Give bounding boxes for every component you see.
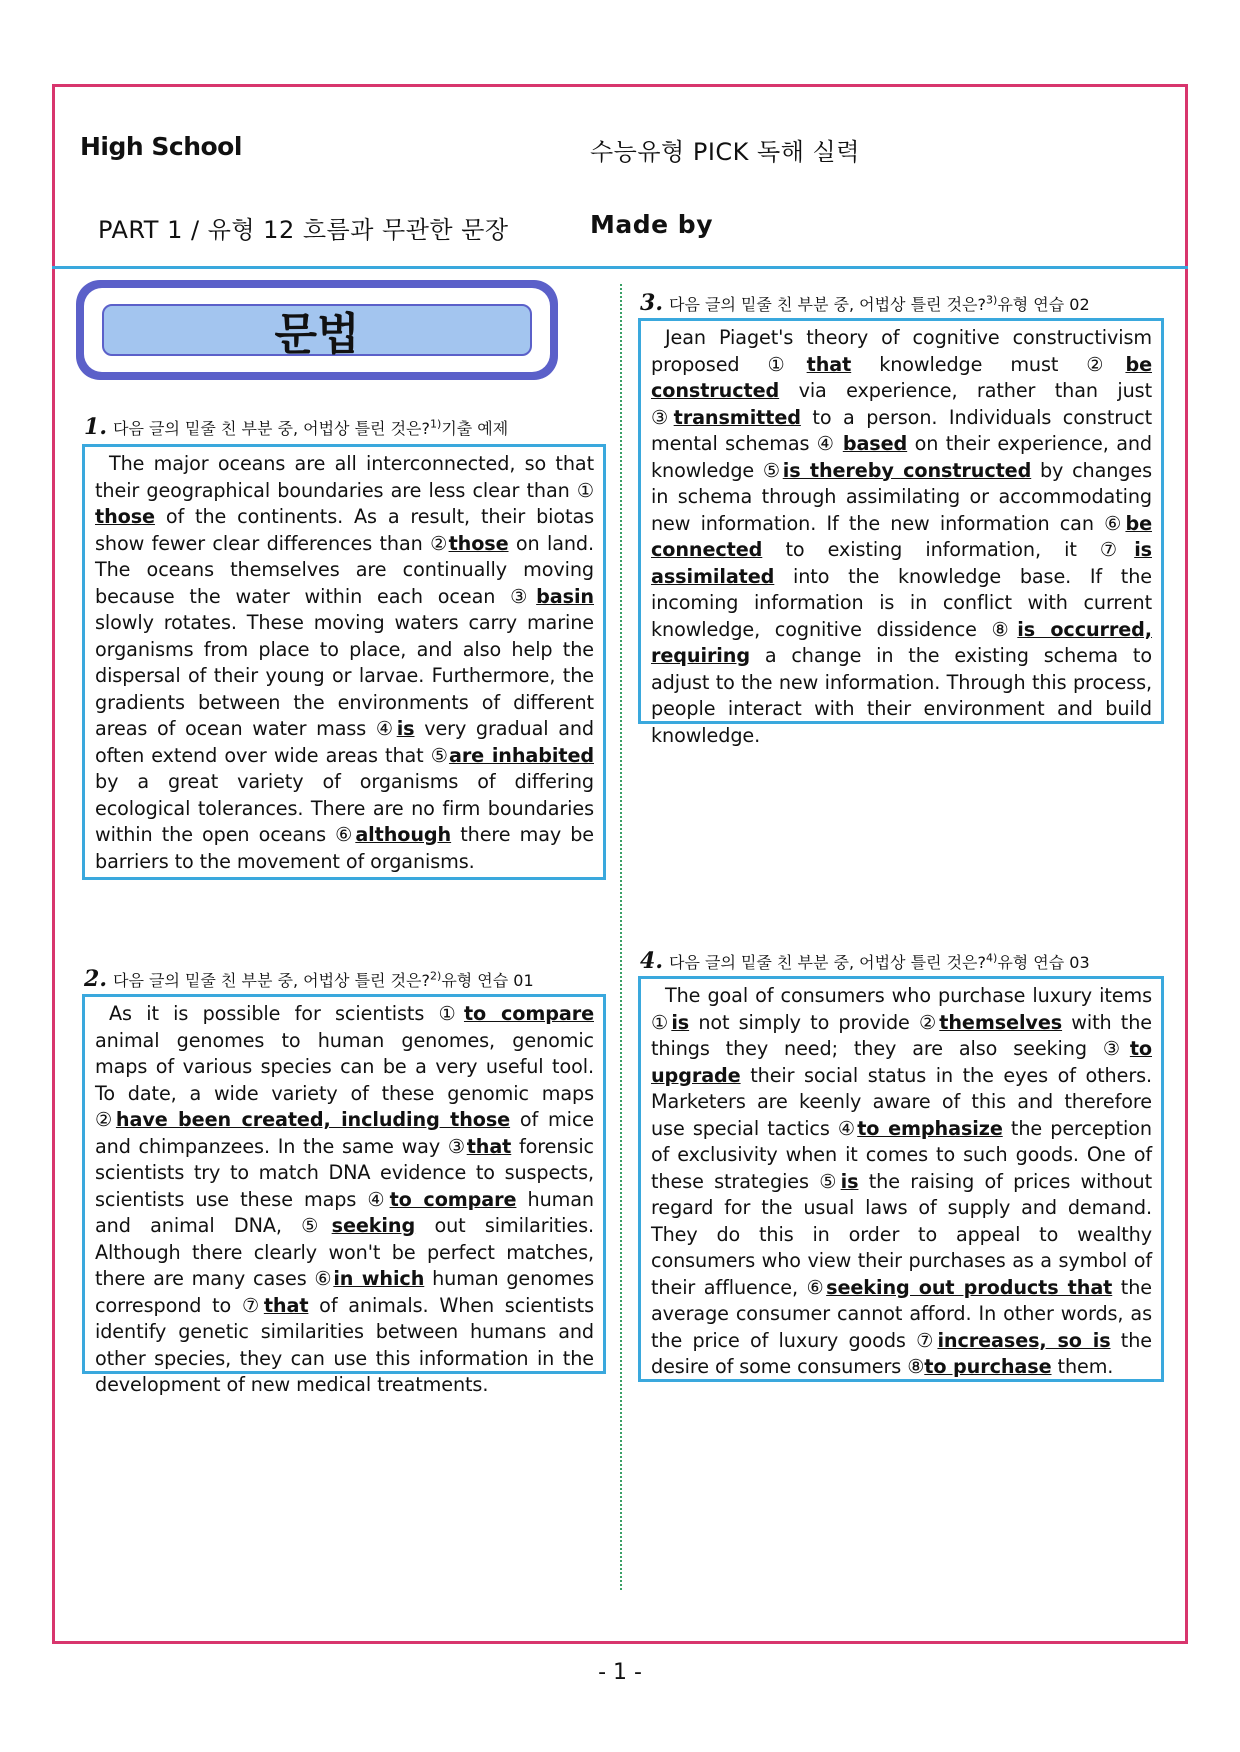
passage-text: Jean Piaget's theory of cognitive constructivism proposed ① xyxy=(651,326,1152,376)
passage-text: The major oceans are all interconnected, so that their geographical boundaries are less clear than ① xyxy=(95,452,594,502)
passage-text: the desire of some consumers ⑧ xyxy=(651,1328,1152,1378)
question-1-passage xyxy=(82,444,606,880)
passage-text: them. xyxy=(1051,1355,1114,1378)
underlined-choice: that xyxy=(263,1293,309,1317)
passage-text: to a person. Individuals construct mental schemas ④ xyxy=(651,405,1152,455)
underlined-choice: in which xyxy=(333,1267,425,1290)
underlined-choice: to emphasize xyxy=(857,1116,1003,1140)
underlined-choice: to upgrade xyxy=(651,1037,1152,1087)
question-4-passage xyxy=(638,976,1164,1382)
passage-text: the raising of prices without regard for the usual laws of supply and demand. They do this in order to appeal to wealthy consumers who view their purchases as a symbol of their affluence, ⑥ xyxy=(651,1169,1152,1299)
underlined-choice: be connected xyxy=(651,511,1152,561)
passage-text: out similarities. Although there clearly won't be perfect matches, there are many cases ⑥ xyxy=(95,1214,595,1290)
underlined-choice: are inhabited xyxy=(448,743,594,767)
passage-text: very gradual and often extend over wide areas that ⑤ xyxy=(95,717,594,767)
underlined-choice: is assimilated xyxy=(651,538,1152,588)
underlined-choice: seeking xyxy=(331,1214,416,1237)
passage-text: of mice and chimpanzees. In the same way ③ xyxy=(95,1108,594,1158)
underlined-choice: those xyxy=(95,505,155,528)
passage-text: knowledge must ② xyxy=(851,352,1126,376)
question-number: 2. xyxy=(84,966,107,992)
passage-text: of animals. When scientists identify genetic similarities between humans and other species, they can use this information in the development of new medical treatments. xyxy=(95,1293,595,1396)
passage-text: slowly rotates. These moving waters carry marine organisms from place to place, and also help the dispersal of their young or larvae. Furthermore, the gradients between the environments of different areas of ocean water mass ④ xyxy=(95,611,594,740)
underlined-choice: be constructed xyxy=(651,352,1152,402)
underlined-choice: is xyxy=(671,1010,690,1034)
question-2-passage xyxy=(82,994,606,1396)
underlined-choice: have been created, including those xyxy=(115,1108,511,1131)
column-divider xyxy=(620,284,622,1590)
passage-text: into the knowledge base. If the incoming information is in conflict with current knowledge, cognitive dissidence ⑧ xyxy=(651,564,1152,641)
section-badge-label: 문법 xyxy=(102,304,532,356)
question-number: 3. xyxy=(640,290,663,316)
passage-text: on their experience, and knowledge ⑤ xyxy=(651,432,1152,482)
passage-text: by a great variety of organisms of differing ecological tolerances. There are no firm boundaries within the open oceans ⑥ xyxy=(95,770,594,846)
passage-text: animal genomes to human genomes, genomic maps of various species can be a very useful tool. To date, a wide variety of these genomic maps ② xyxy=(95,1028,594,1131)
passage-text: there may be barriers to the movement of organisms. xyxy=(95,823,594,873)
passage-text: not simply to provide ② xyxy=(689,1010,940,1034)
passage-text: on land. The oceans themselves are continually moving because the water within each ocean ③ xyxy=(95,531,595,608)
underlined-choice: to compare xyxy=(463,1002,594,1025)
passage-text: the average consumer cannot afford. In other words, as the price of luxury goods ⑦ xyxy=(651,1275,1152,1352)
section-badge xyxy=(76,280,558,380)
passage-text: the perception of exclusivity when it comes to such goods. One of these strategies ⑤ xyxy=(651,1116,1152,1193)
passage-text: their social status in the eyes of others. Marketers are keenly aware of this and therefore use special tactics ④ xyxy=(651,1063,1152,1140)
question-4-title: 4. 다음 글의 밑줄 친 부분 중, 어법상 틀린 것은?$^{4)}$유형 연습 03 xyxy=(640,948,1090,974)
underlined-choice: that xyxy=(466,1134,512,1158)
underlined-choice: themselves xyxy=(939,1010,1063,1034)
header-divider xyxy=(52,266,1188,269)
passage-text: forensic scientists try to match DNA evidence to suspects, scientists use these maps ④ xyxy=(95,1134,594,1211)
passage-text: with the things they need; they are also seeking ③ xyxy=(651,1010,1152,1060)
underlined-choice: is occurred, requiring xyxy=(651,617,1152,667)
underlined-choice: is thereby constructed xyxy=(782,458,1032,482)
school-label: High School xyxy=(80,132,242,161)
underlined-choice: seeking out products that xyxy=(826,1275,1113,1299)
question-2-title: 2. 다음 글의 밑줄 친 부분 중, 어법상 틀린 것은?$^{2)}$유형 연습 01 xyxy=(84,966,534,992)
underlined-choice: to compare xyxy=(389,1187,517,1211)
passage-text: a change in the existing schema to adjust to the new information. Through this process, people interact with their environment and build knowledge. xyxy=(651,644,1152,747)
passage-text: human and animal DNA, ⑤ xyxy=(95,1187,594,1237)
question-3-passage xyxy=(638,318,1164,747)
part-title: PART 1 / 유형 12 흐름과 무관한 문장 xyxy=(98,216,509,244)
passage-text: via experience, rather than just ③ xyxy=(651,379,1152,429)
underlined-choice: those xyxy=(448,531,509,555)
passage-text: by changes in schema through assimilating or accommodating new information. If the new information can ⑥ xyxy=(651,458,1152,535)
passage-text: human genomes correspond to ⑦ xyxy=(95,1267,594,1317)
book-title: 수능유형 PICK 독해 실력 xyxy=(590,138,860,166)
underlined-choice: is xyxy=(396,717,415,740)
page-number: - 1 - xyxy=(598,1660,642,1685)
underlined-choice: to purchase xyxy=(924,1355,1052,1378)
passage-text: of the continents. As a result, their biotas show fewer clear differences than ② xyxy=(95,505,594,555)
underlined-choice: that xyxy=(806,352,852,376)
underlined-choice: although xyxy=(355,823,452,846)
passage-text: The goal of consumers who purchase luxury items ① xyxy=(651,984,1152,1034)
made-by-label: Made by xyxy=(590,210,713,239)
underlined-choice: based xyxy=(842,432,908,455)
question-3-title: 3. 다음 글의 밑줄 친 부분 중, 어법상 틀린 것은?$^{3)}$유형 연습 02 xyxy=(640,290,1090,316)
question-number: 4. xyxy=(640,948,663,974)
question-number: 1. xyxy=(84,414,107,440)
passage-text: As it is possible for scientists ① xyxy=(109,1002,464,1025)
underlined-choice: increases, so is xyxy=(937,1328,1111,1352)
underlined-choice: transmitted xyxy=(673,405,801,429)
passage-text: to existing information, it ⑦ xyxy=(762,538,1135,561)
underlined-choice: is xyxy=(840,1169,859,1193)
question-1-title: 1. 다음 글의 밑줄 친 부분 중, 어법상 틀린 것은?$^{1)}$기출 예제 xyxy=(84,414,509,440)
underlined-choice: basin xyxy=(536,584,594,608)
